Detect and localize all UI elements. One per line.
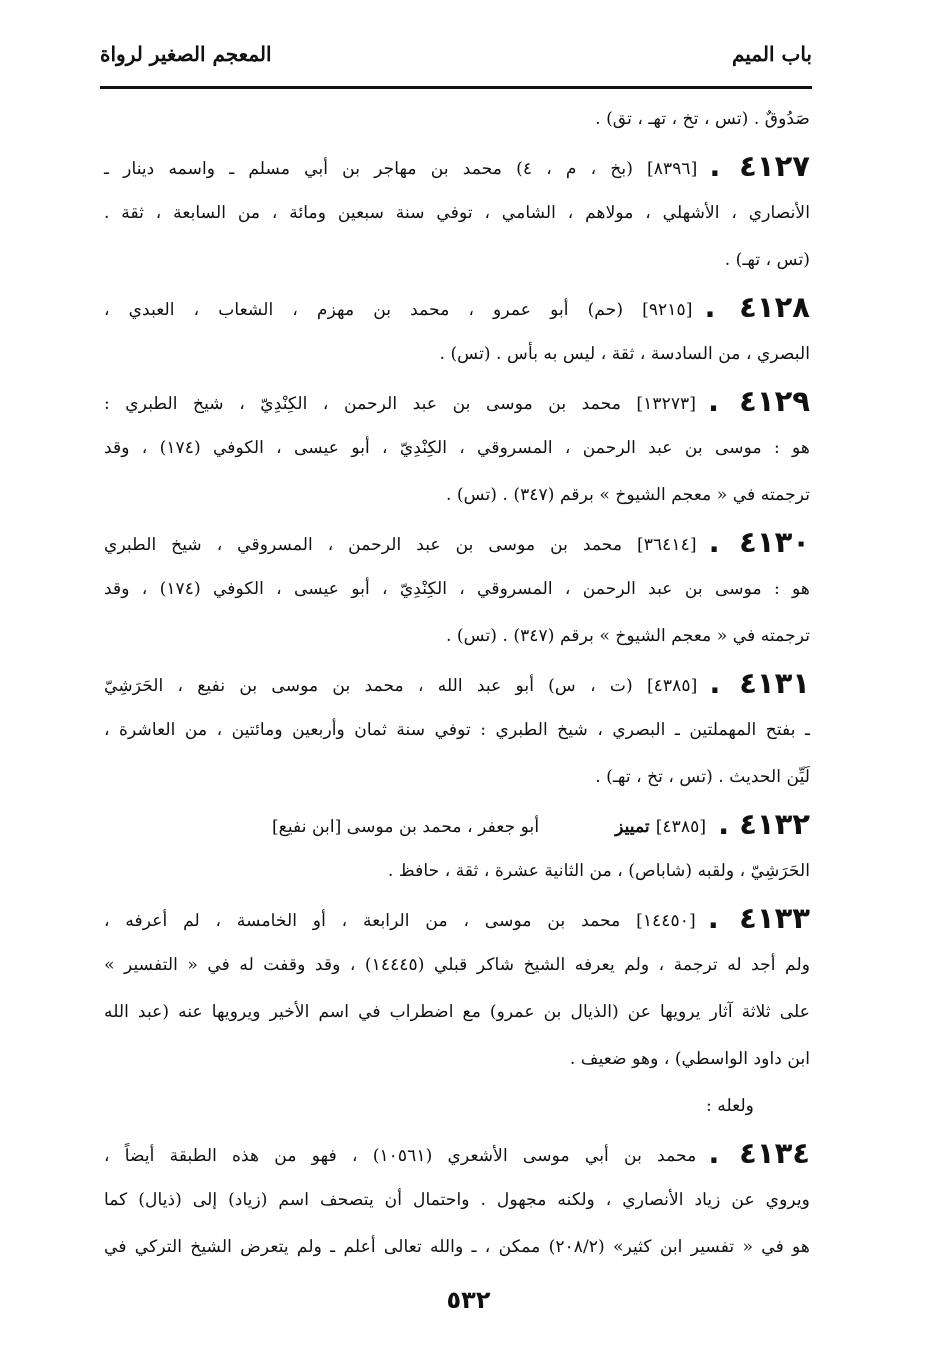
text-line: صَدُوقٌ . (تس ، تخ ، تهـ ، تق) . [595,109,810,129]
book-title: المعجم الصغير لرواة [100,42,272,66]
header-rule [100,86,812,89]
text-line: هو في « تفسير ابن كثير» (٢٠٨/٢) ممكن ، ـ والله تعالى أعلم ـ ولم يتعرض الشيخ التركي في [104,1237,810,1257]
page-body [104,96,810,1271]
entry-line: ٤١٢٩ .[١٣٢٧٣] محمد بن موسى بن عبد الرحمن ، الكِنْدِيّ ، شيخ الطبري : [104,384,810,418]
text-line: هو : موسى بن عبد الرحمن ، المسروقي ، الكِنْدِيّ ، أبو عيسى ، الكوفي (١٧٤) ، وقد [104,579,810,599]
text-line: هو : موسى بن عبد الرحمن ، المسروقي ، الكِنْدِيّ ، أبو عيسى ، الكوفي (١٧٤) ، وقد [104,438,810,458]
text-line: ويروي عن زياد الأنصاري ، ولكنه مجهول . واحتمال أن يتصحف اسم (زياد) إلى (ذيال) كما [104,1190,810,1210]
entry-line: ٤١٣٠ .[٣٦٤١٤] محمد بن موسى بن عبد الرحمن ، المسروقي ، شيخ الطبري [104,525,810,559]
text-line: ترجمته في « معجم الشيوخ » برقم (٣٤٧) . (تس) . [445,626,810,646]
text-line: ولم أجد له ترجمة ، ولم يعرفه الشيخ شاكر قبلي (١٤٤٤٥) ، وقد وقفت له في « التفسير » [104,955,810,975]
page-number: ٥٣٢ [446,1286,491,1314]
text-line: ـ بفتح المهملتين ـ البصري ، شيخ الطبري : توفي سنة ثمان وأربعين ومائتين ، من العاشرة ، [104,720,810,740]
text-line: الحَرَشِيّ ، ولقبه (شاباص) ، من الثانية عشرة ، ثقة ، حافظ . [387,861,810,881]
entry-number: ٤١٣٤ . [708,1136,810,1170]
text-line: الأنصاري ، الأشهلي ، مولاهم ، الشامي ، توفي سنة سبعين ومائة ، من السابعة ، ثقة . [104,203,810,223]
text-line: (تس ، تهـ) . [724,250,810,270]
tamyiz-label: تمييز [615,817,650,837]
entry-line: ٤١٢٧ .[٨٣٩٦] (بخ ، م ، ٤) محمد بن مهاجر بن أبي مسلم ـ واسمه دينار ـ [104,149,810,183]
text-line: لَيِّن الحديث . (تس ، تخ ، تهـ) . [595,767,810,787]
entry-number: ٤١٣٠ . [708,525,810,559]
text-line: البصري ، من السادسة ، ثقة ، ليس به بأس . (تس) . [439,344,810,364]
entry-line: ٤١٣١ .[٤٣٨٥] (ت ، س) أبو عبد الله ، محمد بن موسى بن نفيع ، الحَرَشِيّ [104,666,810,700]
chapter-title: باب الميم [731,42,812,66]
entry-number: ٤١٣٢ . [718,807,810,841]
entry-number: ٤١٢٧ . [709,149,810,183]
entry-line: ٤١٣٣ .[١٤٤٥٠] محمد بن موسى ، من الرابعة ، أو الخامسة ، لم أعرفه ، [104,901,810,935]
running-header [100,40,812,80]
entry-number: ٤١٢٩ . [708,384,810,418]
entry-line: ٤١٣٢ .[٤٣٨٥]تمييزأبو جعفر ، محمد بن موسى [ابن نفيع] [271,807,810,841]
entry-line: ٤١٢٨ .[٩٢١٥] (حم) أبو عمرو ، محمد بن مهزم ، الشعاب ، العبدي ، [104,290,810,324]
text-line: ولعله : [706,1096,754,1116]
text-line: على ثلاثة آثار يرويها عن (الذيال بن عمرو) مع اضطراب في اسم الأخير ويرويها عنه (عبد الله [104,1002,810,1022]
entry-line: ٤١٣٤ .محمد بن أبي موسى الأشعري (١٠٥٦١) ، فهو من هذه الطبقة أيضاً ، [104,1136,810,1170]
entry-number: ٤١٣٣ . [707,901,810,935]
entry-number: ٤١٢٨ . [704,290,810,324]
entry-ref: [٤٣٨٥] [655,817,707,837]
entry-number: ٤١٣١ . [709,666,810,700]
text-line: ابن داود الواسطي) ، وهو ضعيف . [569,1049,810,1069]
text-line: ترجمته في « معجم الشيوخ » برقم (٣٤٧) . (تس) . [445,485,810,505]
